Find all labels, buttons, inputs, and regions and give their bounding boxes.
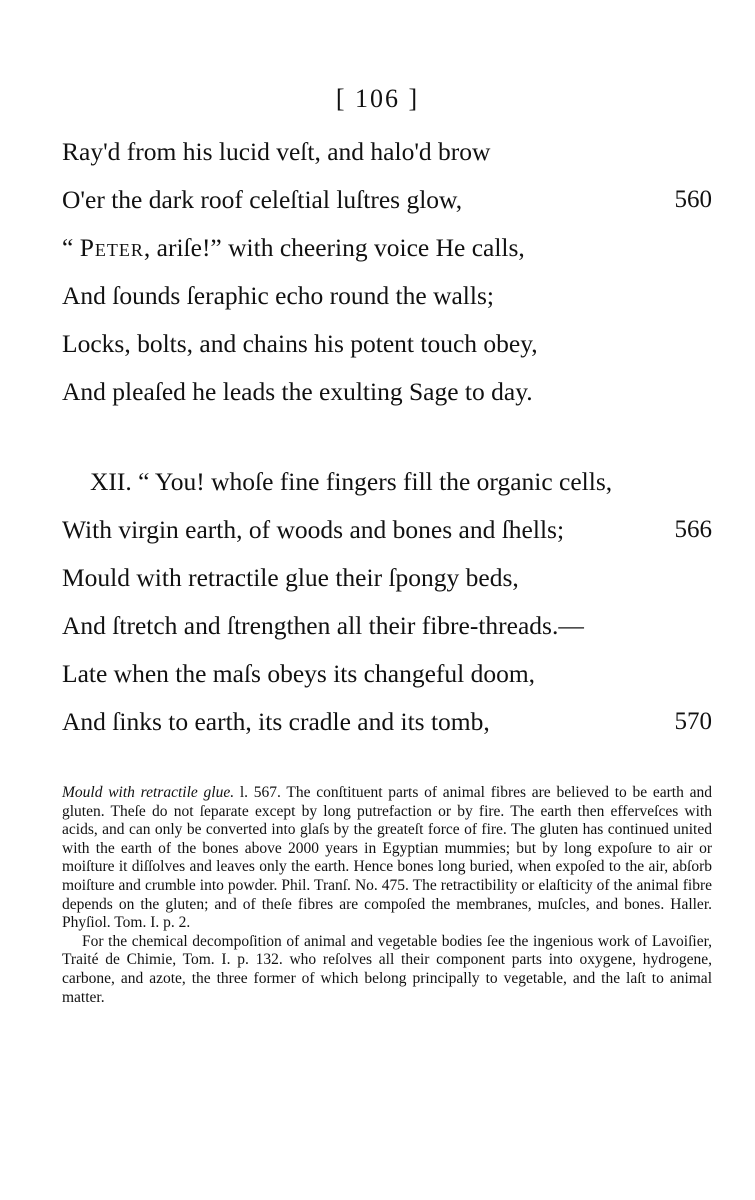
line-number: 570 [674, 708, 712, 735]
verse-text: O'er the dark roof celeſtial luſtres glow, [62, 185, 463, 214]
line-number: 560 [674, 186, 712, 213]
verse-text: And ſtretch and ſtrengthen all their fibre-threads.— [62, 611, 584, 640]
verse-text: And pleaſed he leads the exulting Sage to day. [62, 377, 533, 406]
verse-line [62, 554, 712, 602]
verse-line [62, 368, 712, 416]
stanza-1 [62, 128, 712, 416]
verse-line [62, 128, 712, 176]
verse-text: XII. “ You! whoſe fine fingers fill the organic cells, [90, 467, 613, 496]
verse-line [62, 698, 712, 746]
verse-line [62, 176, 712, 224]
verse-text-rest: , ariſe!” with cheering voice He calls, [143, 233, 525, 262]
verse-text: And ſinks to earth, its cradle and its tomb, [62, 707, 490, 736]
verse-text: Mould with retractile glue their ſpongy beds, [62, 563, 519, 592]
open-quote: “ [62, 233, 80, 262]
verse-text: Ray'd from his lucid veſt, and halo'd brow [62, 137, 491, 166]
footnote-lead: Mould with retractile glue. [62, 784, 235, 801]
footnote-paragraph [62, 784, 712, 933]
page-number: [ 106 ] [335, 84, 420, 113]
footnote-text: l. 567. The conſtituent parts of animal fibres are believed to be earth and gluten. Theſe do not ſeparate except by long putrefaction or by fire. The earth then efferveſces with acids, and can only be converted into glaſs by the greateſt force of fire. The gluten has continued united with the earth of the bones above 2000 years in Egyptian mummies; but by long expoſure to air or moiſture it diſſolves and leaves only the earth. Hence bones long buried, when expoſed to the air, abſorb moiſture and crumble into powder. Phil. Tranſ. No. 475. The retractibility or elaſticity of the animal fibre depends on the gluten; and of theſe fibres are compoſed the membranes, muſcles, and bones. Haller. Phyſiol. Tom. I. p. 2. [62, 784, 712, 932]
verse-line [62, 506, 712, 554]
verse-line [62, 320, 712, 368]
stanza-2 [62, 458, 712, 746]
verse-line [62, 458, 712, 506]
verse-line [62, 602, 712, 650]
footnote [62, 784, 712, 1007]
verse-text: Late when the maſs obeys its changeful doom, [62, 659, 536, 688]
verse-line [62, 650, 712, 698]
verse-text: And ſounds ſeraphic echo round the walls; [62, 281, 494, 310]
line-number: 566 [674, 516, 712, 543]
footnote-paragraph: For the chemical decompoſition of animal and vegetable bodies ſee the ingenious work of Lavoiſier, Traité de Chimie, Tom. I. p. 132. who reſolves all their component parts into oxygene, hydrogene, carbone, and azote, the three former of which belong principally to vegetable, and the laſt to animal matter. [62, 932, 712, 1006]
verse-text: With virgin earth, of woods and bones and ſhells; [62, 515, 565, 544]
small-caps-name: Peter [79, 233, 144, 262]
verse-text: Locks, bolts, and chains his potent touch obey, [62, 329, 538, 358]
verse-line-peter [62, 224, 712, 272]
verse-line [62, 272, 712, 320]
